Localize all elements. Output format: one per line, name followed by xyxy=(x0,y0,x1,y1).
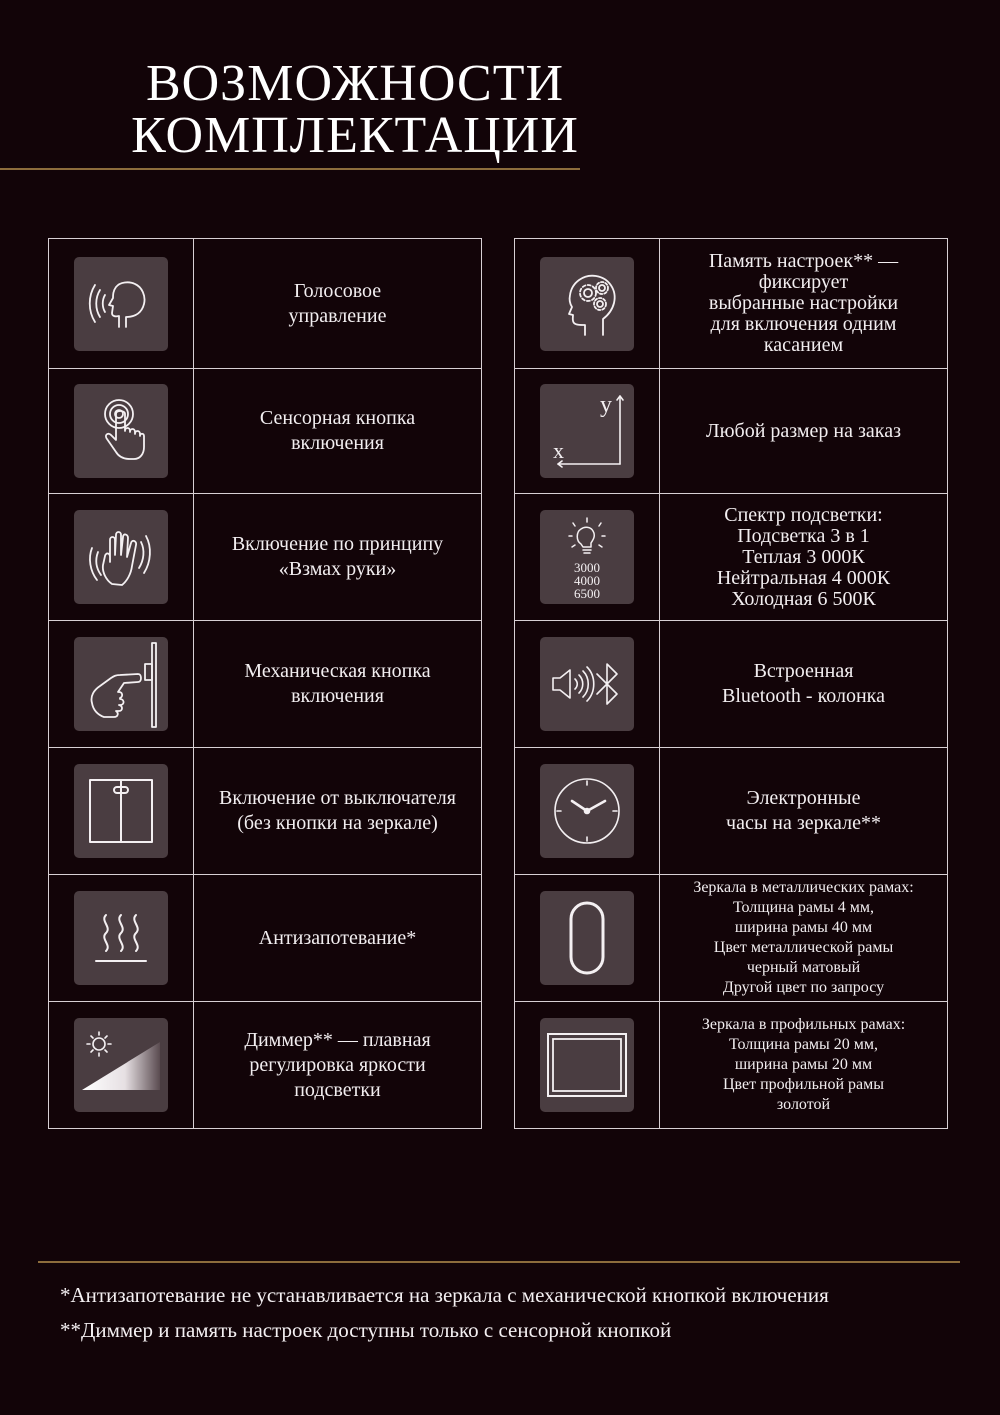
voice-head-icon xyxy=(74,257,168,351)
anti-fog-icon xyxy=(74,891,168,985)
feature-text: Сенсорная кнопка включения xyxy=(194,369,482,493)
profile-frame-icon xyxy=(540,1018,634,1112)
footer-divider xyxy=(38,1261,960,1263)
feature-row-voice xyxy=(49,239,482,369)
feature-row-touch-button xyxy=(49,369,482,494)
feature-text: Включение по принципу «Взмах руки» xyxy=(194,494,482,620)
memory-head-icon xyxy=(540,257,634,351)
wall-switch-icon xyxy=(74,764,168,858)
footnotes xyxy=(60,1278,829,1348)
feature-text: Встроенная Bluetooth - колонка xyxy=(660,621,948,747)
page-title xyxy=(0,55,710,164)
mechanical-button-icon xyxy=(74,637,168,731)
size-axes-icon xyxy=(540,384,634,478)
feature-row-memory xyxy=(515,239,948,369)
feature-row-anti-fog xyxy=(49,875,482,1002)
clock-icon xyxy=(540,764,634,858)
feature-text: Любой размер на заказ xyxy=(660,369,948,493)
dimmer-icon xyxy=(74,1018,168,1112)
feature-row-clock xyxy=(515,748,948,875)
feature-row-light-spectrum xyxy=(515,494,948,621)
feature-row-dimmer xyxy=(49,1002,482,1129)
axis-label-x: x xyxy=(553,438,564,463)
feature-row-mechanical-button xyxy=(49,621,482,748)
feature-text: Электронные часы на зеркале** xyxy=(660,748,948,874)
temp-3000: 3000 xyxy=(574,560,600,575)
touch-button-icon xyxy=(74,384,168,478)
temp-6500: 6500 xyxy=(574,586,600,601)
title-line-2: КОМПЛЕКТАЦИИ xyxy=(131,107,579,164)
light-spectrum-icon xyxy=(540,510,634,604)
feature-row-bluetooth xyxy=(515,621,948,748)
feature-text: Память настроек** — фиксирует выбранные настройки для включения одним касанием xyxy=(660,239,948,368)
feature-row-profile-frame xyxy=(515,1002,948,1129)
feature-text: Зеркала в профильных рамах: Толщина рамы 20 мм, ширина рамы 20 мм Цвет профильной рамы золотой xyxy=(660,1002,948,1128)
feature-text: Включение от выключателя (без кнопки на зеркале) xyxy=(194,748,482,874)
title-underline xyxy=(0,168,580,170)
feature-row-hand-wave xyxy=(49,494,482,621)
footnote-anti-fog: *Антизапотевание не устанавливается на зеркала с механической кнопкой включения xyxy=(60,1283,829,1307)
feature-text: Спектр подсветки: Подсветка 3 в 1 Теплая 3 000К Нейтральная 4 000К Холодная 6 500К xyxy=(660,494,948,620)
footnote-dimmer-memory: **Диммер и память настроек доступны только с сенсорной кнопкой xyxy=(60,1318,672,1342)
left-feature-table xyxy=(48,238,482,1129)
metal-frame-icon xyxy=(540,891,634,985)
temp-4000: 4000 xyxy=(574,573,600,588)
right-feature-table xyxy=(514,238,948,1129)
feature-text: Голосовое управление xyxy=(194,239,482,368)
bluetooth-speaker-icon xyxy=(540,637,634,731)
title-line-1: ВОЗМОЖНОСТИ xyxy=(145,55,565,112)
feature-row-metal-frame xyxy=(515,875,948,1002)
feature-text: Диммер** — плавная регулировка яркости подсветки xyxy=(194,1002,482,1128)
axis-label-y: y xyxy=(600,392,612,418)
feature-row-wall-switch xyxy=(49,748,482,875)
feature-text: Зеркала в металлических рамах: Толщина рамы 4 мм, ширина рамы 40 мм Цвет металлической рамы черный матовый Другой цвет по запросу xyxy=(660,875,948,1001)
hand-wave-icon xyxy=(74,510,168,604)
feature-row-any-size xyxy=(515,369,948,494)
feature-text: Антизапотевание* xyxy=(194,875,482,1001)
feature-text: Механическая кнопка включения xyxy=(194,621,482,747)
